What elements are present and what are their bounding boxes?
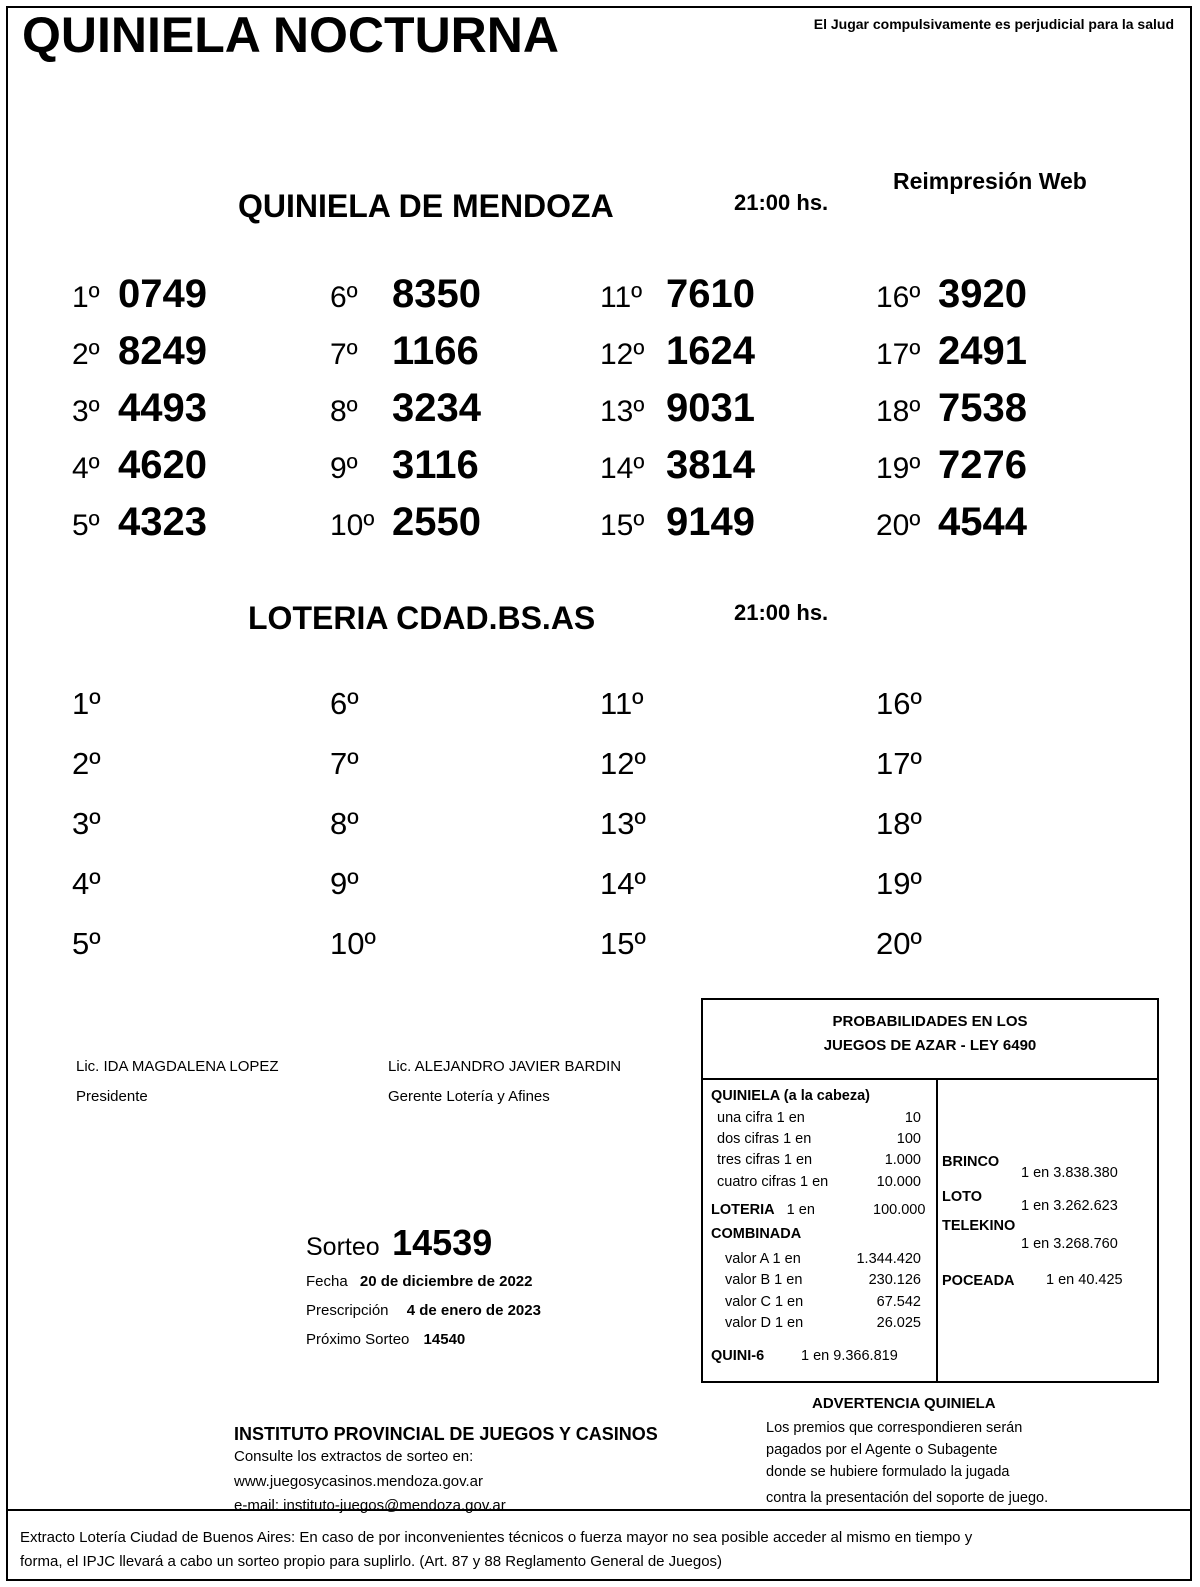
- combinada-odds-label: valor D 1 en: [725, 1315, 804, 1331]
- loteria-value: 100.000: [873, 1202, 926, 1218]
- telekino-label: TELEKINO: [942, 1218, 1016, 1234]
- mendoza-number: 9031: [666, 386, 755, 430]
- combinada-odds-value: 1.344.420: [856, 1251, 921, 1267]
- draw-prescription-label: Prescripción: [306, 1302, 389, 1319]
- mendoza-position: 19º: [876, 452, 921, 485]
- bsas-position: 14º: [600, 866, 646, 901]
- poceada-value: 1 en 40.425: [1046, 1272, 1123, 1288]
- mendoza-number: 7276: [938, 443, 1027, 487]
- draw-date-value: 20 de diciembre de 2022: [359, 1273, 533, 1290]
- mendoza-title: QUINIELA DE MENDOZA: [238, 188, 614, 224]
- bsas-time: 21:00 hs.: [734, 600, 829, 625]
- mendoza-position: 9º: [330, 452, 358, 485]
- loto-label: LOTO: [942, 1189, 983, 1205]
- mendoza-position: 5º: [72, 509, 100, 542]
- bsas-position: 19º: [876, 866, 922, 901]
- quiniela-odds-label: tres cifras 1 en: [717, 1152, 813, 1168]
- quini6-value: 1 en 9.366.819: [801, 1348, 898, 1364]
- mendoza-number: 3116: [392, 443, 479, 487]
- advertencia-line: Los premios que correspondieren serán: [766, 1420, 1023, 1436]
- bsas-position: 20º: [876, 926, 922, 961]
- bsas-position: 7º: [330, 746, 359, 781]
- probabilities-title-1: PROBABILIDADES EN LOS: [832, 1013, 1028, 1030]
- mendoza-position: 13º: [600, 395, 645, 428]
- mendoza-number: 2550: [392, 500, 481, 544]
- bsas-position: 2º: [72, 746, 101, 781]
- mendoza-position: 1º: [72, 281, 100, 314]
- advertencia-line: pagados por el Agente o Subagente: [766, 1442, 998, 1458]
- mendoza-number: 4620: [118, 443, 207, 487]
- combinada-odds-label: valor B 1 en: [725, 1272, 803, 1288]
- mendoza-position: 4º: [72, 452, 100, 485]
- bsas-position: 18º: [876, 806, 922, 841]
- mendoza-number: 8350: [392, 272, 481, 316]
- advertencia-line: donde se hubiere formulado la jugada: [766, 1464, 1010, 1480]
- brinco-value: 1 en 3.838.380: [1021, 1165, 1118, 1181]
- mendoza-position: 20º: [876, 509, 921, 542]
- loteria-label: LOTERIA: [711, 1202, 775, 1218]
- institute-line-1: Consulte los extractos de sorteo en:: [234, 1448, 474, 1465]
- quini6-label: QUINI-6: [711, 1348, 765, 1364]
- telekino-value: 1 en 3.268.760: [1021, 1236, 1118, 1252]
- mendoza-number: 0749: [118, 272, 207, 316]
- probabilities-header: [703, 1000, 1157, 1080]
- draw-prescription-value: 4 de enero de 2023: [406, 1302, 541, 1319]
- mendoza-position: 8º: [330, 395, 358, 428]
- page-title: QUINIELA NOCTURNA: [22, 7, 560, 63]
- bsas-position: 12º: [600, 746, 646, 781]
- signature-right-name: Lic. ALEJANDRO JAVIER BARDIN: [388, 1058, 622, 1075]
- bsas-position: 3º: [72, 806, 101, 841]
- draw-number: 14539: [392, 1222, 493, 1263]
- mendoza-number: 1166: [392, 329, 479, 373]
- probabilities-title-2: JUEGOS DE AZAR - LEY 6490: [823, 1037, 1037, 1054]
- mendoza-number: 1624: [666, 329, 755, 373]
- mendoza-position: 6º: [330, 281, 358, 314]
- probabilities-divider: [936, 1080, 938, 1383]
- footer-line-1: Extracto Lotería Ciudad de Buenos Aires: En caso de por inconvenientes técnicos o fuerza mayor no sea posible acceder al mismo en tiempo y: [20, 1529, 973, 1546]
- health-warning: El Jugar compulsivamente es perjudicial para la salud: [813, 16, 1174, 32]
- brinco-label: BRINCO: [942, 1154, 1000, 1170]
- mendoza-position: 14º: [600, 452, 645, 485]
- bsas-position: 10º: [330, 926, 376, 961]
- reprint-label: Reimpresión Web: [893, 168, 1087, 194]
- bsas-position: 13º: [600, 806, 646, 841]
- draw-label: Sorteo: [306, 1233, 380, 1261]
- draw-next-label: Próximo Sorteo: [306, 1331, 410, 1348]
- bsas-position: 5º: [72, 926, 101, 961]
- combinada-odds-value: 230.126: [868, 1272, 921, 1288]
- bsas-position: 11º: [600, 686, 644, 721]
- signature-left-name: Lic. IDA MAGDALENA LOPEZ: [76, 1058, 279, 1075]
- mendoza-position: 7º: [330, 338, 358, 371]
- loteria-en: 1 en: [786, 1202, 815, 1218]
- footer-line-2: forma, el IPJC llevará a cabo un sorteo propio para suplirlo. (Art. 87 y 88 Reglamento General de Juegos): [20, 1553, 723, 1570]
- footer-divider: [6, 1509, 1192, 1511]
- quiniela-odds-label: cuatro cifras 1 en: [717, 1174, 829, 1190]
- mendoza-number: 9149: [666, 500, 755, 544]
- bsas-position: 8º: [330, 806, 359, 841]
- mendoza-position: 12º: [600, 338, 645, 371]
- combinada-title: COMBINADA: [711, 1226, 802, 1242]
- mendoza-position: 17º: [876, 338, 921, 371]
- combinada-odds-label: valor C 1 en: [725, 1294, 804, 1310]
- mendoza-number: 7610: [666, 272, 755, 316]
- combinada-odds-label: valor A 1 en: [725, 1251, 801, 1267]
- mendoza-number: 3234: [392, 386, 481, 430]
- mendoza-position: 10º: [330, 509, 375, 542]
- draw-date: [306, 1273, 532, 1290]
- combinada-odds-value: 26.025: [876, 1315, 921, 1331]
- quiniela-odds-value: 10: [904, 1110, 921, 1126]
- quiniela-odds-value: 10.000: [876, 1174, 921, 1190]
- mendoza-position: 18º: [876, 395, 921, 428]
- bsas-position: 16º: [876, 686, 922, 721]
- mendoza-time: 21:00 hs.: [734, 190, 829, 215]
- bsas-position: 15º: [600, 926, 646, 961]
- quiniela-odds-value: 100: [896, 1131, 921, 1147]
- draw-prescription: [306, 1302, 541, 1319]
- bsas-position: 9º: [330, 866, 359, 901]
- draw-number-block: [306, 1222, 492, 1264]
- bsas-title: LOTERIA CDAD.BS.AS: [248, 600, 596, 636]
- quiniela-odds-label: dos cifras 1 en: [717, 1131, 812, 1147]
- poceada-label: POCEADA: [942, 1273, 1015, 1289]
- draw-next-value: 14540: [423, 1331, 466, 1348]
- mendoza-position: 3º: [72, 395, 100, 428]
- institute-title: INSTITUTO PROVINCIAL DE JUEGOS Y CASINOS: [234, 1424, 658, 1444]
- bsas-position: 6º: [330, 686, 359, 721]
- combinada-odds-value: 67.542: [876, 1294, 921, 1310]
- mendoza-position: 11º: [600, 281, 643, 314]
- mendoza-position: 2º: [72, 338, 100, 371]
- institute-website: www.juegosycasinos.mendoza.gov.ar: [234, 1473, 484, 1490]
- probabilities-box: [701, 998, 1159, 1383]
- draw-date-label: Fecha: [306, 1273, 348, 1290]
- mendoza-number: 4544: [938, 500, 1027, 544]
- mendoza-number: 8249: [118, 329, 207, 373]
- loto-value: 1 en 3.262.623: [1021, 1198, 1118, 1214]
- mendoza-number: 2491: [938, 329, 1027, 373]
- advertencia-title: ADVERTENCIA QUINIELA: [812, 1395, 996, 1412]
- quiniela-odds-label: una cifra 1 en: [717, 1110, 805, 1126]
- draw-next: [306, 1331, 465, 1348]
- mendoza-position: 16º: [876, 281, 921, 314]
- mendoza-number: 4323: [118, 500, 207, 544]
- mendoza-number: 3814: [666, 443, 755, 487]
- signature-left-role: Presidente: [76, 1088, 148, 1105]
- mendoza-number: 7538: [938, 386, 1027, 430]
- mendoza-position: 15º: [600, 509, 645, 542]
- institute-email: e-mail: instituto-juegos@mendoza.gov.ar: [234, 1497, 506, 1514]
- bsas-position: 4º: [72, 866, 101, 901]
- bsas-position: 1º: [72, 686, 101, 721]
- mendoza-number: 3920: [938, 272, 1027, 316]
- quiniela-title: QUINIELA (a la cabeza): [711, 1088, 871, 1104]
- loteria-row: [711, 1202, 815, 1218]
- mendoza-number: 4493: [118, 386, 207, 430]
- advertencia-line: contra la presentación del soporte de juego.: [766, 1490, 1049, 1506]
- quiniela-odds-value: 1.000: [884, 1152, 921, 1168]
- bsas-position: 17º: [876, 746, 922, 781]
- signature-right-role: Gerente Lotería y Afines: [388, 1088, 550, 1105]
